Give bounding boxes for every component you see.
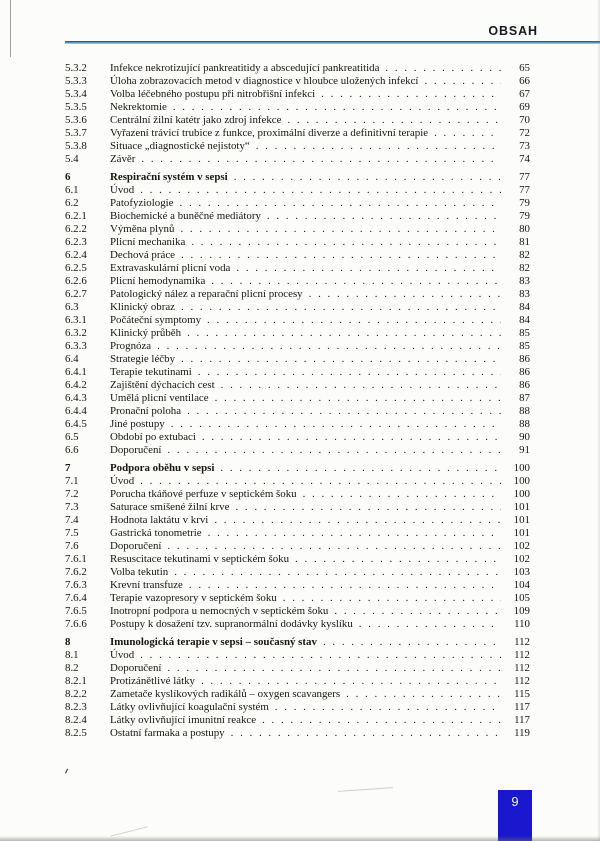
dot-leader bbox=[283, 592, 501, 605]
toc-row bbox=[65, 553, 530, 566]
toc-entry-title: Infekce nekrotizující pankreatitidy a abscedující pankreatitida bbox=[110, 62, 380, 74]
toc-entry-number: 6.4.3 bbox=[65, 392, 87, 404]
dot-leader bbox=[214, 514, 501, 527]
scan-artifact-tick-mark bbox=[65, 769, 70, 775]
toc-row bbox=[65, 418, 530, 431]
toc-entry-page: 102 bbox=[513, 540, 530, 552]
toc-entry-title: Biochemické a buněčné mediátory bbox=[110, 210, 261, 222]
toc-entry-number: 5.3.7 bbox=[65, 127, 87, 139]
toc-entry-title: Postupy k dosažení tzv. supranormální dodávky kyslíku bbox=[110, 618, 353, 630]
toc-entry-page: 101 bbox=[513, 501, 530, 513]
toc-entry-page: 77 bbox=[519, 184, 530, 196]
dot-leader bbox=[424, 75, 501, 88]
toc-entry-page: 110 bbox=[514, 618, 530, 630]
toc-entry-page: 70 bbox=[519, 114, 530, 126]
toc-entry-number: 8.2.1 bbox=[65, 675, 87, 687]
toc-entry-number: 5.3.4 bbox=[65, 88, 87, 100]
toc-row bbox=[65, 444, 530, 457]
toc-row bbox=[65, 127, 530, 140]
toc-row bbox=[65, 579, 530, 592]
toc-row bbox=[65, 88, 530, 101]
dot-leader bbox=[221, 379, 501, 392]
toc-entry-page: 87 bbox=[519, 392, 530, 404]
toc-entry-number: 8 bbox=[65, 636, 71, 648]
toc-entry-page: 84 bbox=[519, 314, 530, 326]
dot-leader bbox=[231, 727, 501, 740]
toc-entry-number: 6.6 bbox=[65, 444, 79, 456]
toc-entry-page: 117 bbox=[514, 701, 530, 713]
toc-entry-page: 69 bbox=[519, 101, 530, 113]
page-header-title: OBSAH bbox=[488, 24, 538, 38]
toc-entry-title: Terapie tekutinami bbox=[110, 366, 192, 378]
toc-entry-title: Ostatní farmaka a postupy bbox=[110, 727, 225, 739]
toc-entry-page: 104 bbox=[513, 579, 530, 591]
toc-row bbox=[65, 649, 530, 662]
dot-leader bbox=[157, 340, 501, 353]
toc-entry-title: Úvod bbox=[110, 475, 135, 487]
dot-leader bbox=[234, 171, 501, 184]
toc-list bbox=[65, 62, 530, 740]
toc-entry-number: 7.6.2 bbox=[65, 566, 87, 578]
toc-entry-page: 77 bbox=[519, 171, 530, 183]
dot-leader bbox=[174, 566, 501, 579]
toc-entry-number: 6.1 bbox=[65, 184, 79, 196]
dot-leader bbox=[167, 540, 501, 553]
toc-row bbox=[65, 275, 530, 288]
toc-entry-page: 65 bbox=[519, 62, 530, 74]
toc-entry-page: 91 bbox=[519, 444, 530, 456]
toc-entry-title: Terapie vazopresory v septickém šoku bbox=[110, 592, 277, 604]
dot-leader bbox=[167, 662, 501, 675]
toc-row bbox=[65, 636, 530, 649]
scan-artifact-bottom-edge bbox=[0, 836, 600, 841]
dot-leader bbox=[181, 301, 501, 314]
toc-entry-page: 90 bbox=[519, 431, 530, 443]
toc-entry-page: 84 bbox=[519, 301, 530, 313]
scan-artifact-left-line bbox=[10, 0, 11, 57]
toc-entry-number: 6.4.1 bbox=[65, 366, 87, 378]
toc-row bbox=[65, 288, 530, 301]
toc-entry-title: Nekrektomie bbox=[110, 101, 167, 113]
toc-row bbox=[65, 153, 530, 166]
toc-row bbox=[65, 566, 530, 579]
toc-entry-title: Úloha zobrazovacích metod v diagnostice v hloubce uložených infekcí bbox=[110, 75, 419, 87]
toc-entry-page: 83 bbox=[519, 288, 530, 300]
toc-entry-title: Resuscitace tekutinami v septickém šoku bbox=[110, 553, 290, 565]
dot-leader bbox=[198, 366, 501, 379]
toc-entry-title: Zajištění dýchacích cest bbox=[110, 379, 215, 391]
toc-entry-number: 6.2.5 bbox=[65, 262, 87, 274]
toc-entry-title: Pronační poloha bbox=[110, 405, 182, 417]
toc-entry-page: 119 bbox=[514, 727, 530, 739]
toc-entry-number: 5.4 bbox=[65, 153, 79, 165]
toc-entry-number: 6.2.2 bbox=[65, 223, 87, 235]
dot-leader bbox=[295, 553, 501, 566]
dot-leader bbox=[215, 392, 501, 405]
toc-entry-title: Umělá plicní ventilace bbox=[110, 392, 209, 404]
toc-entry-title: Klinický obraz bbox=[110, 301, 176, 313]
toc-entry-page: 79 bbox=[519, 197, 530, 209]
toc-entry-number: 6.4.2 bbox=[65, 379, 87, 391]
toc-entry-page: 81 bbox=[519, 236, 530, 248]
toc-entry-page: 112 bbox=[514, 675, 530, 687]
toc-row bbox=[65, 527, 530, 540]
dot-leader bbox=[359, 618, 501, 631]
toc-entry-number: 6.3.1 bbox=[65, 314, 87, 326]
dot-leader bbox=[140, 475, 501, 488]
toc-entry-number: 7.6.6 bbox=[65, 618, 87, 630]
toc-entry-title: Úvod bbox=[110, 184, 135, 196]
toc-entry-number: 8.2 bbox=[65, 662, 79, 674]
toc-entry-page: 102 bbox=[513, 553, 530, 565]
toc-entry-title: Vyřazení trávicí trubice z funkce, proximální diverze a definitivní terapie bbox=[110, 127, 429, 139]
toc-entry-number: 6.2.1 bbox=[65, 210, 87, 222]
toc-entry-number: 5.3.5 bbox=[65, 101, 87, 113]
toc-row bbox=[65, 501, 530, 514]
dot-leader bbox=[173, 101, 501, 114]
dot-leader bbox=[236, 262, 501, 275]
toc-entry-title: Protizánětlivé látky bbox=[110, 675, 195, 687]
toc-entry-page: 112 bbox=[514, 649, 530, 661]
toc-entry-title: Strategie léčby bbox=[110, 353, 176, 365]
toc-entry-number: 6.4.5 bbox=[65, 418, 87, 430]
dot-leader bbox=[140, 184, 501, 197]
toc-entry-title: Doporučení bbox=[110, 540, 162, 552]
dot-leader bbox=[191, 236, 501, 249]
toc-entry-number: 7.6 bbox=[65, 540, 79, 552]
toc-entry-page: 88 bbox=[519, 405, 530, 417]
toc-entry-page: 100 bbox=[513, 488, 530, 500]
toc-entry-number: 7.3 bbox=[65, 501, 79, 513]
toc-row bbox=[65, 605, 530, 618]
toc-entry-title: Zametače kyslíkových radikálů – oxygen scavangers bbox=[110, 688, 341, 700]
toc-row bbox=[65, 197, 530, 210]
toc-entry-title: Klinický průběh bbox=[110, 327, 182, 339]
toc-entry-number: 6.2.4 bbox=[65, 249, 87, 261]
toc-entry-title: Respirační systém v sepsi bbox=[110, 171, 228, 183]
toc-row bbox=[65, 618, 530, 631]
dot-leader bbox=[256, 140, 501, 153]
toc-entry-page: 112 bbox=[514, 636, 530, 648]
toc-row bbox=[65, 75, 530, 88]
toc-entry-page: 86 bbox=[519, 353, 530, 365]
dot-leader bbox=[211, 275, 501, 288]
toc-row bbox=[65, 101, 530, 114]
toc-row bbox=[65, 662, 530, 675]
toc-row bbox=[65, 701, 530, 714]
toc-row bbox=[65, 223, 530, 236]
toc-row bbox=[65, 688, 530, 701]
dot-leader bbox=[141, 153, 501, 166]
toc-row bbox=[65, 514, 530, 527]
toc-entry-title: Situace „diagnostické nejistoty“ bbox=[110, 140, 250, 152]
toc-entry-page: 86 bbox=[519, 366, 530, 378]
dot-leader bbox=[235, 501, 501, 514]
dot-leader bbox=[287, 114, 501, 127]
toc-entry-page: 88 bbox=[519, 418, 530, 430]
toc-entry-page: 109 bbox=[513, 605, 530, 617]
toc-entry-number: 6.2.6 bbox=[65, 275, 87, 287]
dot-leader bbox=[167, 444, 501, 457]
toc-row bbox=[65, 462, 530, 475]
toc-entry-title: Jiné postupy bbox=[110, 418, 165, 430]
dot-leader bbox=[309, 288, 501, 301]
dot-leader bbox=[189, 579, 501, 592]
toc-entry-page: 73 bbox=[519, 140, 530, 152]
toc-entry-title: Podpora oběhu v sepsi bbox=[110, 462, 215, 474]
dot-leader bbox=[321, 88, 501, 101]
dot-leader bbox=[202, 431, 501, 444]
toc-entry-page: 101 bbox=[513, 514, 530, 526]
toc-entry-number: 6.2.7 bbox=[65, 288, 87, 300]
toc-entry-title: Výměna plynů bbox=[110, 223, 175, 235]
toc-entry-number: 6.5 bbox=[65, 431, 79, 443]
dot-leader bbox=[434, 127, 501, 140]
toc-entry-title: Volba tekutin bbox=[110, 566, 169, 578]
toc-entry-page: 82 bbox=[519, 262, 530, 274]
toc-entry-number: 8.1 bbox=[65, 649, 79, 661]
toc-entry-title: Látky ovlivňující imunitní reakce bbox=[110, 714, 257, 726]
page-number-label: 9 bbox=[511, 794, 519, 809]
dot-leader bbox=[267, 210, 501, 223]
toc-entry-title: Plicní mechanika bbox=[110, 236, 186, 248]
toc-entry-page: 67 bbox=[519, 88, 530, 100]
toc-entry-number: 7.1 bbox=[65, 475, 79, 487]
toc-entry-page: 72 bbox=[519, 127, 530, 139]
dot-leader bbox=[334, 605, 501, 618]
toc-entry-page: 85 bbox=[519, 327, 530, 339]
toc-entry-number: 6.4.4 bbox=[65, 405, 87, 417]
toc-entry-title: Doporučení bbox=[110, 662, 162, 674]
toc-entry-title: Imunologická terapie v sepsi – současný stav bbox=[110, 636, 317, 648]
toc-row bbox=[65, 114, 530, 127]
toc-entry-number: 5.3.8 bbox=[65, 140, 87, 152]
toc-entry-number: 6.3 bbox=[65, 301, 79, 313]
toc-row bbox=[65, 488, 530, 501]
header-rule-line bbox=[65, 41, 600, 44]
toc-entry-title: Dechová práce bbox=[110, 249, 175, 261]
toc-entry-title: Gastrická tonometrie bbox=[110, 527, 202, 539]
toc-row bbox=[65, 340, 530, 353]
dot-leader bbox=[346, 688, 501, 701]
toc-entry-number: 6.2.3 bbox=[65, 236, 87, 248]
toc-entry-page: 85 bbox=[519, 340, 530, 352]
dot-leader bbox=[187, 405, 501, 418]
dot-leader bbox=[181, 353, 501, 366]
toc-entry-number: 8.2.4 bbox=[65, 714, 87, 726]
toc-row bbox=[65, 431, 530, 444]
toc-entry-number: 8.2.3 bbox=[65, 701, 87, 713]
dot-leader bbox=[385, 62, 501, 75]
toc-entry-number: 5.3.2 bbox=[65, 62, 87, 74]
toc-entry-page: 112 bbox=[514, 662, 530, 674]
toc-entry-number: 7.2 bbox=[65, 488, 79, 500]
dot-leader bbox=[323, 636, 501, 649]
toc-entry-number: 8.2.5 bbox=[65, 727, 87, 739]
toc-entry-page: 105 bbox=[513, 592, 530, 604]
toc-entry-title: Doporučení bbox=[110, 444, 162, 456]
toc-entry-title: Plicní hemodynamika bbox=[110, 275, 206, 287]
toc-entry-title: Saturace smíšené žilní krve bbox=[110, 501, 230, 513]
toc-entry-page: 80 bbox=[519, 223, 530, 235]
toc-entry-page: 74 bbox=[519, 153, 530, 165]
toc-entry-number: 7.6.3 bbox=[65, 579, 87, 591]
toc-row bbox=[65, 327, 530, 340]
dot-leader bbox=[207, 314, 501, 327]
toc-row bbox=[65, 249, 530, 262]
toc-row bbox=[65, 184, 530, 197]
toc-entry-title: Látky ovlivňující koagulační systém bbox=[110, 701, 269, 713]
toc-row bbox=[65, 171, 530, 184]
toc-entry-number: 7.4 bbox=[65, 514, 79, 526]
toc-entry-number: 6.4 bbox=[65, 353, 79, 365]
toc-entry-title: Patofyziologie bbox=[110, 197, 174, 209]
toc-row bbox=[65, 236, 530, 249]
toc-entry-title: Počáteční symptomy bbox=[110, 314, 202, 326]
toc-entry-number: 5.3.3 bbox=[65, 75, 87, 87]
toc-row bbox=[65, 314, 530, 327]
toc-entry-number: 7 bbox=[65, 462, 71, 474]
toc-entry-page: 100 bbox=[513, 462, 530, 474]
dot-leader bbox=[171, 418, 501, 431]
dot-leader bbox=[180, 197, 501, 210]
toc-entry-number: 7.6.4 bbox=[65, 592, 87, 604]
toc-row bbox=[65, 366, 530, 379]
toc-row bbox=[65, 210, 530, 223]
dot-leader bbox=[181, 249, 501, 262]
dot-leader bbox=[208, 527, 501, 540]
toc-row bbox=[65, 592, 530, 605]
toc-row bbox=[65, 392, 530, 405]
dot-leader bbox=[180, 223, 501, 236]
dot-leader bbox=[275, 701, 501, 714]
toc-entry-title: Závěr bbox=[110, 153, 136, 165]
toc-entry-number: 6.3.3 bbox=[65, 340, 87, 352]
toc-entry-number: 6.3.2 bbox=[65, 327, 87, 339]
dot-leader bbox=[187, 327, 501, 340]
toc-row bbox=[65, 140, 530, 153]
toc-entry-page: 66 bbox=[519, 75, 530, 87]
toc-entry-title: Centrální žilní katétr jako zdroj infekce bbox=[110, 114, 282, 126]
toc-entry-number: 6 bbox=[65, 171, 71, 183]
toc-entry-title: Úvod bbox=[110, 649, 135, 661]
dot-leader bbox=[201, 675, 501, 688]
toc-row bbox=[65, 301, 530, 314]
toc-entry-title: Extravaskulární plicní voda bbox=[110, 262, 231, 274]
toc-entry-number: 6.2 bbox=[65, 197, 79, 209]
toc-entry-title: Patologický nález a reparační plicní procesy bbox=[110, 288, 303, 300]
toc-row bbox=[65, 262, 530, 275]
toc-entry-page: 101 bbox=[513, 527, 530, 539]
toc-entry-title: Krevní transfuze bbox=[110, 579, 183, 591]
dot-leader bbox=[262, 714, 501, 727]
toc-row bbox=[65, 475, 530, 488]
toc-entry-page: 115 bbox=[514, 688, 530, 700]
toc-row bbox=[65, 62, 530, 75]
toc-entry-page: 82 bbox=[519, 249, 530, 261]
toc-row bbox=[65, 727, 530, 740]
toc-row bbox=[65, 353, 530, 366]
toc-entry-title: Inotropní podpora u nemocných v septickém šoku bbox=[110, 605, 329, 617]
toc-entry-title: Hodnota laktátu v krvi bbox=[110, 514, 209, 526]
toc-entry-title: Prognóza bbox=[110, 340, 152, 352]
toc-row bbox=[65, 405, 530, 418]
toc-row bbox=[65, 540, 530, 553]
toc-entry-page: 117 bbox=[514, 714, 530, 726]
toc-row bbox=[65, 714, 530, 727]
dot-leader bbox=[140, 649, 501, 662]
toc-entry-page: 79 bbox=[519, 210, 530, 222]
toc-entry-title: Porucha tkáňové perfuze v septickém šoku bbox=[110, 488, 297, 500]
toc-entry-number: 8.2.2 bbox=[65, 688, 87, 700]
toc-entry-number: 7.6.5 bbox=[65, 605, 87, 617]
toc-entry-page: 100 bbox=[513, 475, 530, 487]
toc-entry-number: 7.5 bbox=[65, 527, 79, 539]
toc-row bbox=[65, 379, 530, 392]
toc-entry-page: 86 bbox=[519, 379, 530, 391]
dot-leader bbox=[303, 488, 501, 501]
toc-entry-number: 7.6.1 bbox=[65, 553, 87, 565]
dot-leader bbox=[220, 462, 501, 475]
toc-row bbox=[65, 675, 530, 688]
toc-entry-title: Volba léčebného postupu při nitrobřišní infekci bbox=[110, 88, 316, 100]
scan-artifact-smudge bbox=[338, 787, 393, 792]
toc-entry-number: 5.3.6 bbox=[65, 114, 87, 126]
toc-entry-page: 83 bbox=[519, 275, 530, 287]
page-number-badge bbox=[498, 790, 532, 841]
toc-entry-page: 103 bbox=[513, 566, 530, 578]
toc-entry-title: Období po extubaci bbox=[110, 431, 196, 443]
